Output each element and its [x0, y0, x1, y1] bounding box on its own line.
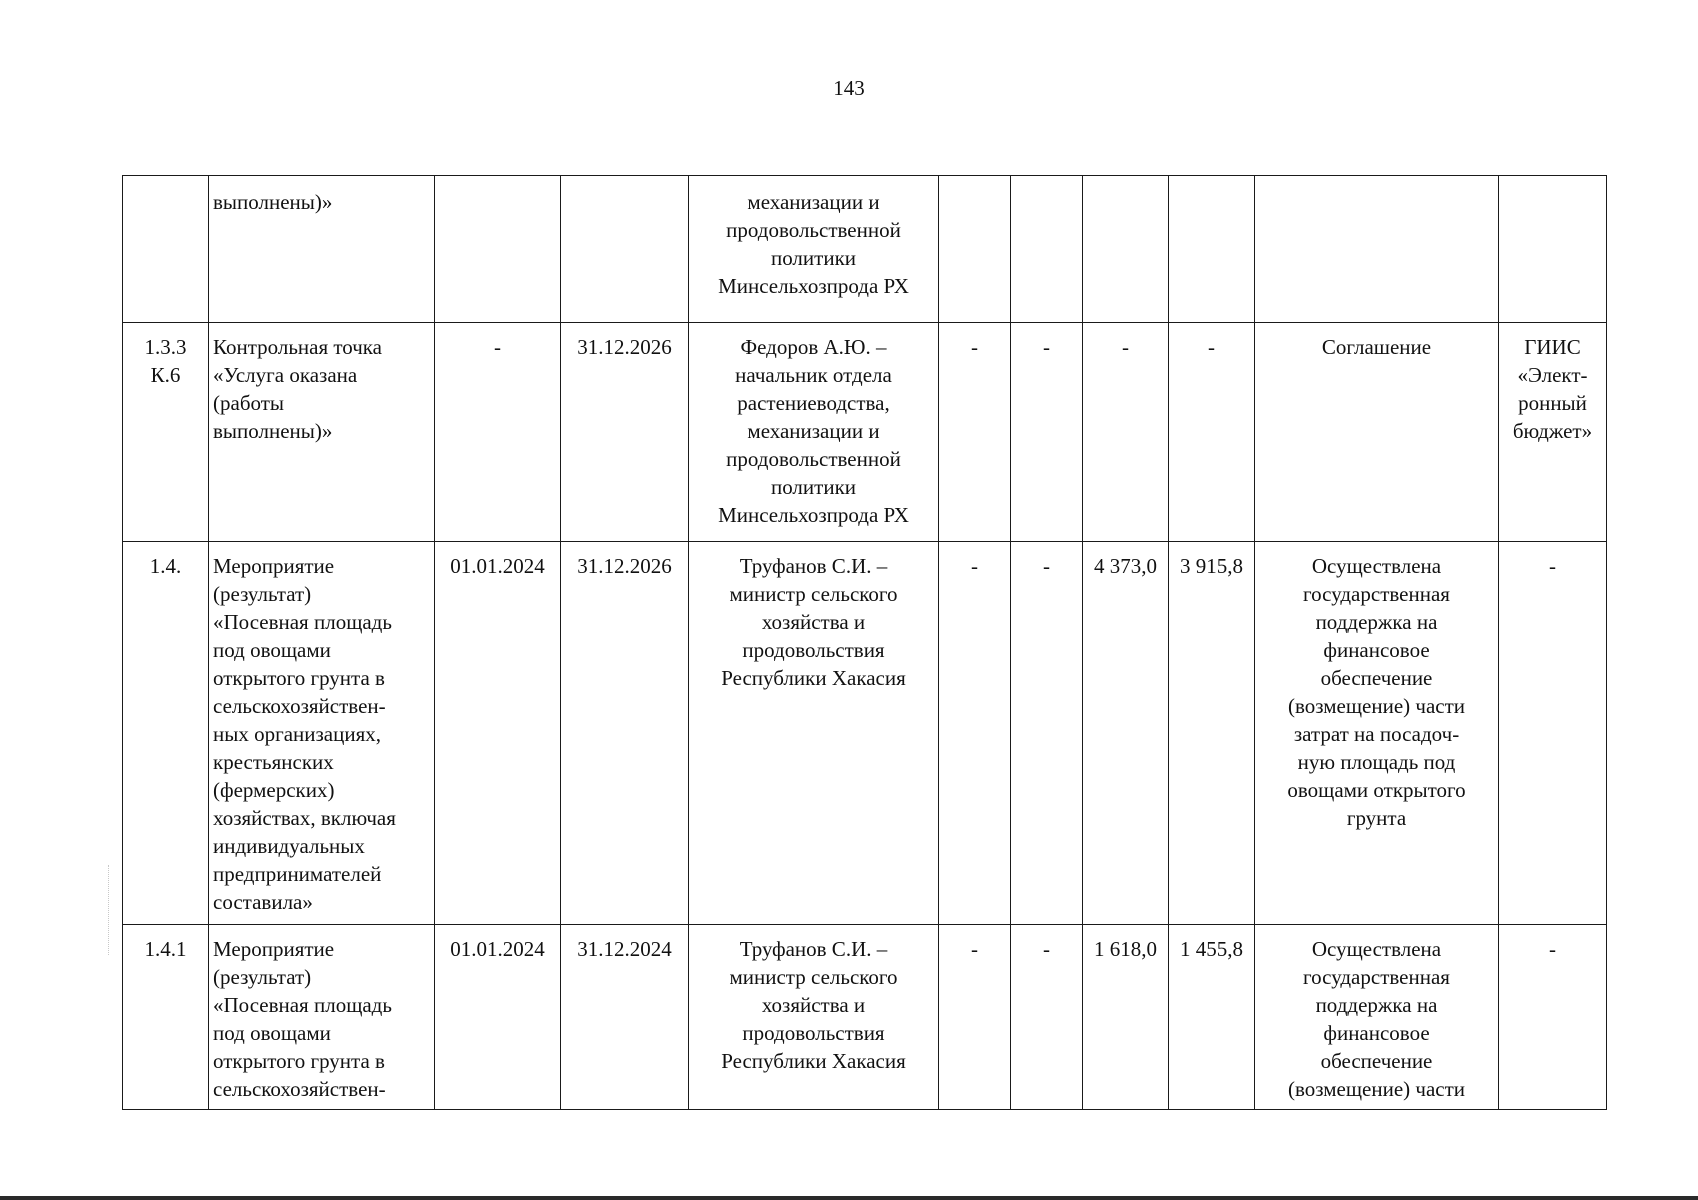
cell-number: [123, 176, 209, 323]
cell-description: выполнены)»: [209, 176, 435, 323]
cell-number: 1.4.1: [123, 925, 209, 1110]
scan-margin-marks: [108, 865, 111, 955]
cell-system: -: [1499, 925, 1607, 1110]
cell-system: ГИИС «Элект- ронный бюджет»: [1499, 323, 1607, 542]
cell-end-date: 31.12.2026: [561, 542, 689, 925]
scan-edge: [0, 1196, 1698, 1200]
cell-col8: 4 373,0: [1083, 542, 1169, 925]
cell-number: 1.4.: [123, 542, 209, 925]
cell-number: 1.3.3 К.6: [123, 323, 209, 542]
cell-start-date: [435, 176, 561, 323]
cell-responsible: Труфанов С.И. – министр сельского хозяйства и продовольствия Республики Хакасия: [689, 925, 939, 1110]
cell-col7: [1011, 176, 1083, 323]
cell-col6: -: [939, 542, 1011, 925]
cell-col6: [939, 176, 1011, 323]
cell-col9: -: [1169, 323, 1255, 542]
cell-col9: 3 915,8: [1169, 542, 1255, 925]
cell-end-date: 31.12.2026: [561, 323, 689, 542]
cell-col7: -: [1011, 925, 1083, 1110]
cell-end-date: 31.12.2024: [561, 925, 689, 1110]
cell-col6: -: [939, 323, 1011, 542]
cell-system: -: [1499, 542, 1607, 925]
table-row: [123, 176, 1607, 323]
cell-description: Мероприятие (результат) «Посевная площадь под овощами открытого грунта в сельскохозяйствен- ных организациях, крестьянских (фермерских) хозяйствах, включая индивидуальных предпринимателей составила»: [209, 542, 435, 925]
cell-start-date: 01.01.2024: [435, 542, 561, 925]
cell-col8: [1083, 176, 1169, 323]
cell-responsible: Федоров А.Ю. – начальник отдела растениеводства, механизации и продовольственной политики Минсельхозпрода РХ: [689, 323, 939, 542]
cell-result: Осуществлена государственная поддержка на финансовое обеспечение (возмещение) части: [1255, 925, 1499, 1110]
cell-start-date: 01.01.2024: [435, 925, 561, 1110]
cell-description: Контрольная точка «Услуга оказана (работы выполнены)»: [209, 323, 435, 542]
cell-responsible: Труфанов С.И. – министр сельского хозяйства и продовольствия Республики Хакасия: [689, 542, 939, 925]
cell-col9: 1 455,8: [1169, 925, 1255, 1110]
cell-col8: -: [1083, 323, 1169, 542]
table-row: [123, 925, 1607, 1110]
cell-col8: 1 618,0: [1083, 925, 1169, 1110]
cell-col9: [1169, 176, 1255, 323]
cell-col7: -: [1011, 542, 1083, 925]
cell-system: [1499, 176, 1607, 323]
measures-table: [122, 175, 1607, 1110]
cell-col7: -: [1011, 323, 1083, 542]
cell-description: Мероприятие (результат) «Посевная площадь под овощами открытого грунта в сельскохозяйствен-: [209, 925, 435, 1110]
table-row: [123, 323, 1607, 542]
cell-end-date: [561, 176, 689, 323]
page-number: 143: [833, 76, 865, 100]
cell-result: Соглашение: [1255, 323, 1499, 542]
table-row: [123, 542, 1607, 925]
cell-result: [1255, 176, 1499, 323]
cell-responsible: механизации и продовольственной политики Минсельхозпрода РХ: [689, 176, 939, 323]
cell-start-date: -: [435, 323, 561, 542]
cell-result: Осуществлена государственная поддержка на финансовое обеспечение (возмещение) части затрат на посадоч- ную площадь под овощами открытого грунта: [1255, 542, 1499, 925]
cell-col6: -: [939, 925, 1011, 1110]
